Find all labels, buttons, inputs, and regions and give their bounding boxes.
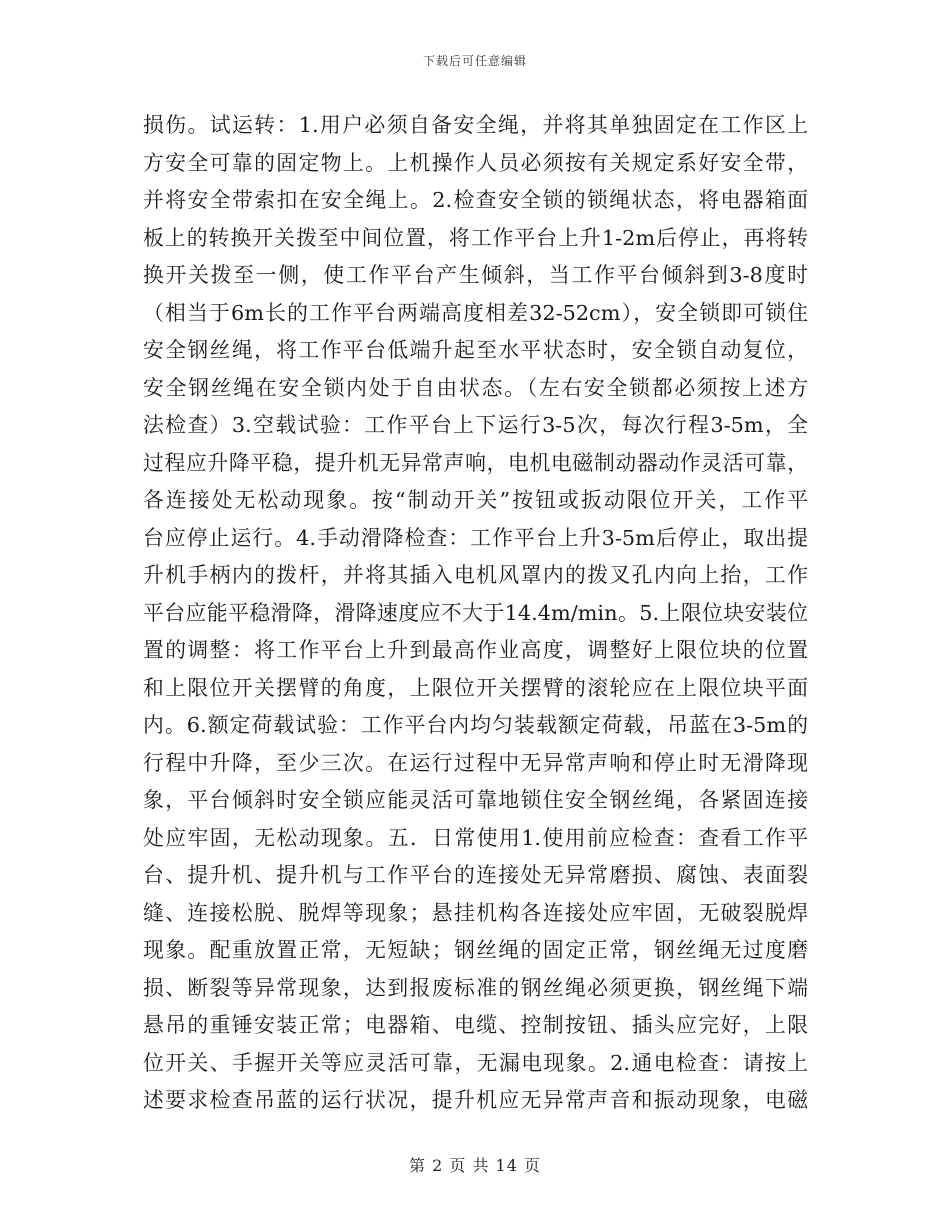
- document-body: [143, 107, 808, 1120]
- page-footer: 第 2 页 共 14 页: [409, 1156, 541, 1175]
- body-line-25: 悬吊的重锤安装正常；电器箱、电缆、控制按钮、插头应完好，上限: [143, 1013, 808, 1037]
- body-line-20: 处应牢固，无松动现象。五．日常使用1.使用前应检查：查看工作平: [143, 825, 808, 850]
- body-line-6: （相当于6m长的工作平台两端高度相差32-52cm），安全锁即可锁住: [143, 300, 808, 325]
- body-line-13: 升机手柄内的拨杆，并将其插入电机风罩内的拨叉孔内向上抬，工作: [143, 563, 808, 587]
- body-line-18: 行程中升降，至少三次。在运行过程中无异常声响和停止时无滑降现: [143, 750, 808, 775]
- body-line-1: 损伤。试运转：1.用户必须自备安全绳，并将其单独固定在工作区上: [143, 113, 808, 137]
- body-line-9: 法检查）3.空载试验：工作平台上下运行3-5次，每次行程3-5m，全: [143, 413, 808, 437]
- body-line-27: 述要求检查吊蓝的运行状况，提升机应无异常声音和振动现象，电磁: [143, 1088, 808, 1112]
- body-line-24: 损、断裂等异常现象，达到报废标准的钢丝绳必须更换，钢丝绳下端: [143, 975, 808, 1000]
- body-line-21: 台、提升机、提升机与工作平台的连接处无异常磨损、腐蚀、表面裂: [143, 863, 808, 887]
- body-line-19: 象，平台倾斜时安全锁应能灵活可靠地锁住安全钢丝绳，各紧固连接: [143, 788, 808, 812]
- body-line-10: 过程应升降平稳，提升机无异常声响，电机电磁制动器动作灵活可靠，: [143, 450, 808, 475]
- body-line-4: 板上的转换开关拨至中间位置，将工作平台上升1-2m后停止，再将转: [143, 225, 808, 250]
- body-line-5: 换开关拨至一侧，使工作平台产生倾斜，当工作平台倾斜到3-8度时: [143, 263, 808, 287]
- body-line-3: 并将安全带索扣在安全绳上。2.检查安全锁的锁绳状态，将电器箱面: [143, 188, 808, 212]
- body-line-17: 内。6.额定荷载试验：工作平台内均匀装载额定荷载，吊蓝在3-5m的: [143, 713, 808, 737]
- body-line-22: 缝、连接松脱、脱焊等现象；悬挂机构各连接处应牢固，无破裂脱焊: [143, 900, 808, 925]
- body-line-23: 现象。配重放置正常，无短缺；钢丝绳的固定正常，钢丝绳无过度磨: [143, 938, 808, 962]
- body-line-12: 台应停止运行。4.手动滑降检查：工作平台上升3-5m后停止，取出提: [143, 525, 808, 550]
- body-line-8: 安全钢丝绳在安全锁内处于自由状态。（左右安全锁都必须按上述方: [143, 375, 808, 400]
- body-line-15: 置的调整：将工作平台上升到最高作业高度，调整好上限位块的位置: [143, 638, 808, 662]
- body-line-2: 方安全可靠的固定物上。上机操作人员必须按有关规定系好安全带，: [143, 150, 808, 175]
- body-line-14: 平台应能平稳滑降，滑降速度应不大于14.4m/min。5.上限位块安装位: [143, 600, 808, 625]
- body-line-16: 和上限位开关摆臂的角度，上限位开关摆臂的滚轮应在上限位块平面: [143, 675, 808, 700]
- body-line-11: 各连接处无松动现象。按“制动开关”按钮或扳动限位开关，工作平: [143, 488, 808, 512]
- body-line-7: 安全钢丝绳，将工作平台低端升起至水平状态时，安全锁自动复位，: [143, 338, 808, 362]
- page-header: 下载后可任意编辑: [422, 54, 527, 68]
- body-line-26: 位开关、手握开关等应灵活可靠，无漏电现象。2.通电检查：请按上: [143, 1050, 808, 1075]
